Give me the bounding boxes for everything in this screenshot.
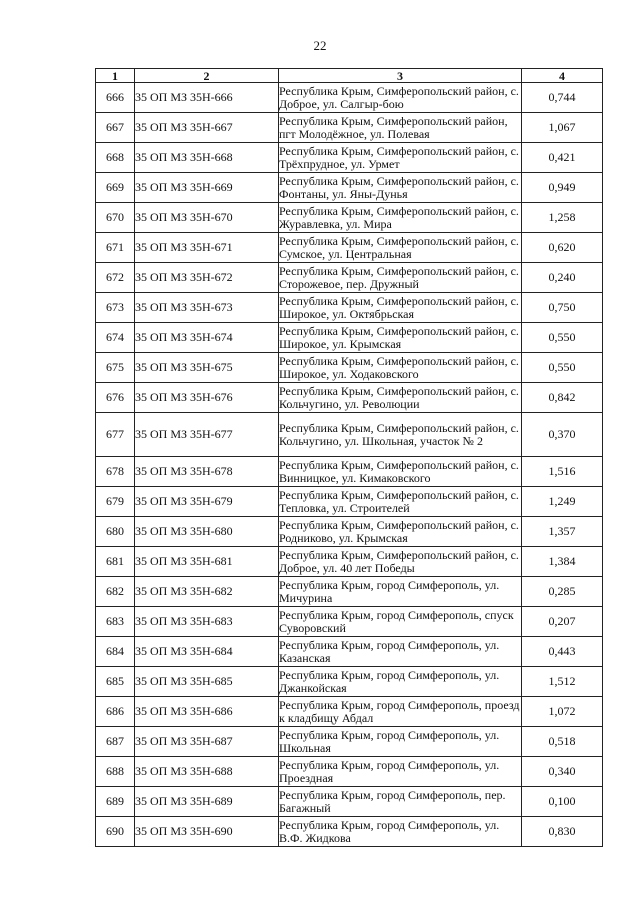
- road-code: 35 ОП МЗ 35Н-678: [135, 457, 279, 487]
- table-row: [96, 637, 603, 667]
- road-code: 35 ОП МЗ 35Н-669: [135, 173, 279, 203]
- road-length: 0,285: [522, 577, 603, 607]
- road-length: 0,340: [522, 757, 603, 787]
- row-number: 682: [96, 577, 135, 607]
- road-address: Республика Крым, Симферопольский район, с. Широкое, ул. Ходаковского: [279, 353, 522, 383]
- table-row: [96, 817, 603, 847]
- table-row: [96, 413, 603, 457]
- road-code: 35 ОП МЗ 35Н-685: [135, 667, 279, 697]
- road-code: 35 ОП МЗ 35Н-683: [135, 607, 279, 637]
- table-row: [96, 517, 603, 547]
- road-code: 35 ОП МЗ 35Н-673: [135, 293, 279, 323]
- road-length: 0,240: [522, 263, 603, 293]
- road-length: 0,518: [522, 727, 603, 757]
- table-row: [96, 263, 603, 293]
- road-code: 35 ОП МЗ 35Н-670: [135, 203, 279, 233]
- table-row: [96, 727, 603, 757]
- road-length: 0,550: [522, 323, 603, 353]
- road-code: 35 ОП МЗ 35Н-686: [135, 697, 279, 727]
- row-number: 684: [96, 637, 135, 667]
- road-address: Республика Крым, город Симферополь, пер. Багажный: [279, 787, 522, 817]
- row-number: 677: [96, 413, 135, 457]
- table-row: [96, 203, 603, 233]
- table-row: [96, 697, 603, 727]
- row-number: 675: [96, 353, 135, 383]
- road-address: Республика Крым, Симферопольский район, с. Сумское, ул. Центральная: [279, 233, 522, 263]
- table-row: [96, 457, 603, 487]
- row-number: 670: [96, 203, 135, 233]
- road-code: 35 ОП МЗ 35Н-690: [135, 817, 279, 847]
- road-code: 35 ОП МЗ 35Н-687: [135, 727, 279, 757]
- road-length: 0,443: [522, 637, 603, 667]
- row-number: 681: [96, 547, 135, 577]
- road-code: 35 ОП МЗ 35Н-680: [135, 517, 279, 547]
- table-row: [96, 607, 603, 637]
- road-length: 0,421: [522, 143, 603, 173]
- header-col-4: 4: [522, 69, 603, 83]
- road-address: Республика Крым, Симферопольский район, с. Доброе, ул. Салгыр-бою: [279, 83, 522, 113]
- table-header: [96, 69, 603, 83]
- row-number: 672: [96, 263, 135, 293]
- road-register-table: [95, 68, 603, 847]
- row-number: 680: [96, 517, 135, 547]
- road-length: 1,067: [522, 113, 603, 143]
- road-code: 35 ОП МЗ 35Н-676: [135, 383, 279, 413]
- road-address: Республика Крым, Симферопольский район, с. Трёхпрудное, ул. Урмет: [279, 143, 522, 173]
- row-number: 674: [96, 323, 135, 353]
- table-row: [96, 383, 603, 413]
- road-address: Республика Крым, Симферопольский район, с. Тепловка, ул. Строителей: [279, 487, 522, 517]
- road-code: 35 ОП МЗ 35Н-688: [135, 757, 279, 787]
- row-number: 678: [96, 457, 135, 487]
- row-number: 669: [96, 173, 135, 203]
- row-number: 671: [96, 233, 135, 263]
- road-code: 35 ОП МЗ 35Н-667: [135, 113, 279, 143]
- row-number: 676: [96, 383, 135, 413]
- road-code: 35 ОП МЗ 35Н-668: [135, 143, 279, 173]
- road-length: 0,842: [522, 383, 603, 413]
- road-code: 35 ОП МЗ 35Н-677: [135, 413, 279, 457]
- table-row: [96, 787, 603, 817]
- road-address: Республика Крым, город Симферополь, ул. Казанская: [279, 637, 522, 667]
- road-address: Республика Крым, город Симферополь, ул. Мичурина: [279, 577, 522, 607]
- road-address: Республика Крым, Симферопольский район, с. Кольчугино, ул. Школьная, участок № 2: [279, 413, 522, 457]
- row-number: 666: [96, 83, 135, 113]
- road-address: Республика Крым, Симферопольский район, с. Родниково, ул. Крымская: [279, 517, 522, 547]
- road-address: Республика Крым, Симферопольский район, с. Винницкое, ул. Кимаковского: [279, 457, 522, 487]
- road-code: 35 ОП МЗ 35Н-675: [135, 353, 279, 383]
- table-row: [96, 577, 603, 607]
- road-address: Республика Крым, Симферопольский район, с. Кольчугино, ул. Революции: [279, 383, 522, 413]
- row-number: 689: [96, 787, 135, 817]
- road-code: 35 ОП МЗ 35Н-666: [135, 83, 279, 113]
- table-row: [96, 667, 603, 697]
- road-length: 0,949: [522, 173, 603, 203]
- table-body: [96, 83, 603, 847]
- road-code: 35 ОП МЗ 35Н-679: [135, 487, 279, 517]
- page-number: 22: [313, 38, 327, 53]
- road-length: 1,072: [522, 697, 603, 727]
- road-code: 35 ОП МЗ 35Н-674: [135, 323, 279, 353]
- header-col-2: 2: [135, 69, 279, 83]
- road-address: Республика Крым, город Симферополь, проезд к кладбищу Абдал: [279, 697, 522, 727]
- road-length: 1,258: [522, 203, 603, 233]
- row-number: 683: [96, 607, 135, 637]
- road-address: Республика Крым, город Симферополь, ул. В.Ф. Жидкова: [279, 817, 522, 847]
- road-length: 1,516: [522, 457, 603, 487]
- road-length: 1,512: [522, 667, 603, 697]
- table-row: [96, 173, 603, 203]
- road-length: 0,830: [522, 817, 603, 847]
- table-row: [96, 547, 603, 577]
- road-length: 0,750: [522, 293, 603, 323]
- row-number: 687: [96, 727, 135, 757]
- row-number: 690: [96, 817, 135, 847]
- road-length: 1,384: [522, 547, 603, 577]
- road-address: Республика Крым, Симферопольский район, с. Широкое, ул. Октябрьская: [279, 293, 522, 323]
- table-row: [96, 487, 603, 517]
- road-address: Республика Крым, город Симферополь, ул. Школьная: [279, 727, 522, 757]
- header-col-3: 3: [279, 69, 522, 83]
- row-number: 679: [96, 487, 135, 517]
- road-address: Республика Крым, Симферопольский район, с. Сторожевое, пер. Дружный: [279, 263, 522, 293]
- road-length: 1,249: [522, 487, 603, 517]
- row-number: 688: [96, 757, 135, 787]
- table-row: [96, 83, 603, 113]
- header-col-1: 1: [96, 69, 135, 83]
- road-length: 1,357: [522, 517, 603, 547]
- road-length: 0,100: [522, 787, 603, 817]
- road-code: 35 ОП МЗ 35Н-671: [135, 233, 279, 263]
- road-address: Республика Крым, город Симферополь, ул. Джанкойская: [279, 667, 522, 697]
- road-length: 0,370: [522, 413, 603, 457]
- table-row: [96, 293, 603, 323]
- road-code: 35 ОП МЗ 35Н-684: [135, 637, 279, 667]
- table-row: [96, 323, 603, 353]
- row-number: 685: [96, 667, 135, 697]
- road-code: 35 ОП МЗ 35Н-681: [135, 547, 279, 577]
- road-address: Республика Крым, Симферопольский район, с. Доброе, ул. 40 лет Победы: [279, 547, 522, 577]
- road-address: Республика Крым, Симферопольский район, с. Широкое, ул. Крымская: [279, 323, 522, 353]
- road-code: 35 ОП МЗ 35Н-672: [135, 263, 279, 293]
- road-length: 0,550: [522, 353, 603, 383]
- road-address: Республика Крым, Симферопольский район, с. Журавлевка, ул. Мира: [279, 203, 522, 233]
- road-length: 0,744: [522, 83, 603, 113]
- table-row: [96, 233, 603, 263]
- row-number: 686: [96, 697, 135, 727]
- table-row: [96, 113, 603, 143]
- road-length: 0,620: [522, 233, 603, 263]
- road-code: 35 ОП МЗ 35Н-682: [135, 577, 279, 607]
- table-row: [96, 757, 603, 787]
- table-row: [96, 143, 603, 173]
- road-length: 0,207: [522, 607, 603, 637]
- row-number: 668: [96, 143, 135, 173]
- road-address: Республика Крым, Симферопольский район, с. Фонтаны, ул. Яны-Дунья: [279, 173, 522, 203]
- road-code: 35 ОП МЗ 35Н-689: [135, 787, 279, 817]
- row-number: 673: [96, 293, 135, 323]
- road-address: Республика Крым, город Симферополь, спуск Суворовский: [279, 607, 522, 637]
- road-address: Республика Крым, Симферопольский район, пгт Молодёжное, ул. Полевая: [279, 113, 522, 143]
- header-row: [96, 69, 603, 83]
- row-number: 667: [96, 113, 135, 143]
- table-row: [96, 353, 603, 383]
- road-address: Республика Крым, город Симферополь, ул. Проездная: [279, 757, 522, 787]
